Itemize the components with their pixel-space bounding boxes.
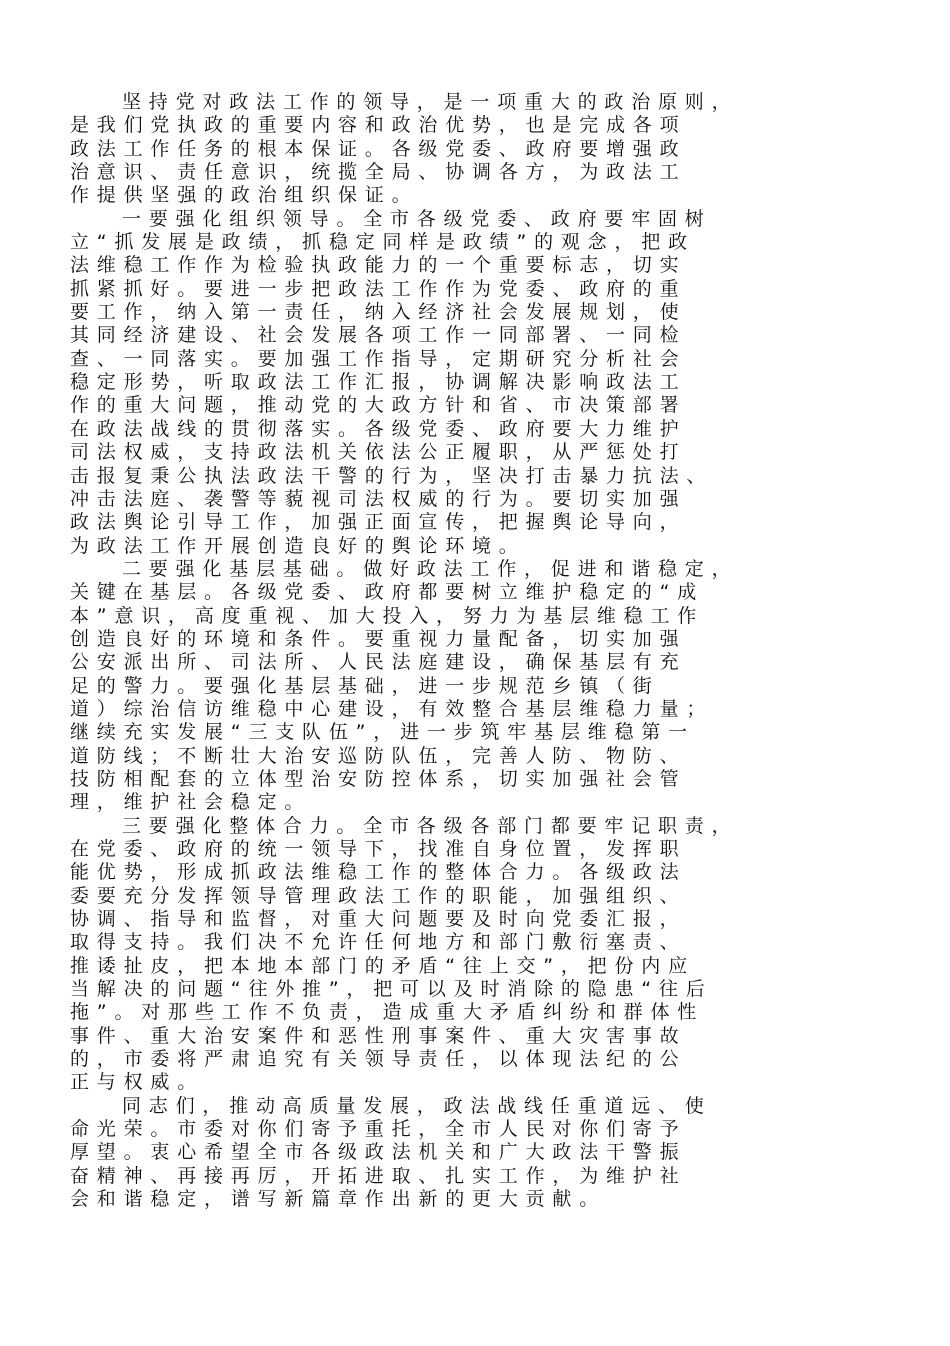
text-line: 取得支持。我们决不允许任何地方和部门敷衍塞责、 xyxy=(70,931,687,954)
text-line: 推诿扯皮，把本地本部门的矛盾“往上交”，把份内应 xyxy=(70,954,695,977)
text-line: 抓紧抓好。要进一步把政法工作作为党委、政府的重 xyxy=(70,277,687,300)
text-line: 厚望。衷心希望全市各级政法机关和广大政法干警振 xyxy=(70,1141,687,1164)
text-line: 奋精神、再接再厉，开拓进取、扎实工作，为维护社 xyxy=(70,1164,687,1187)
text-line: 稳定形势，听取政法工作汇报，协调解决影响政法工 xyxy=(70,371,687,394)
text-line: 作提供坚强的政治组织保证。 xyxy=(70,184,419,207)
text-line: 关键在基层。各级党委、政府都要树立维护稳定的“成 xyxy=(70,581,705,604)
text-line: 要工作，纳入第一责任，纳入经济社会发展规划，使 xyxy=(70,301,687,324)
text-line: 的，市委将严肃追究有关领导责任，以体现法纪的公 xyxy=(70,1048,687,1071)
text-line: 是我们党执政的重要内容和政治优势，也是完成各项 xyxy=(70,114,687,137)
text-line: 理，维护社会稳定。 xyxy=(70,791,312,814)
text-line: 技防相配套的立体型治安防控体系，切实加强社会管 xyxy=(70,767,687,790)
text-line: 作的重大问题，推动党的大政方针和省、市决策部署 xyxy=(70,394,687,417)
text-line: 道）综治信访维稳中心建设，有效整合基层维稳力量； xyxy=(70,697,714,720)
text-line: 继续充实发展“三支队伍”，进一步筑牢基层维稳第一 xyxy=(70,721,695,744)
text-line: 委要充分发挥领导管理政法工作的职能，加强组织、 xyxy=(70,884,687,907)
text-line: 查、一同落实。要加强工作指导，定期研究分析社会 xyxy=(70,347,687,370)
text-line: 政法工作任务的根本保证。各级党委、政府要增强政 xyxy=(70,137,687,160)
text-line: 法维稳工作作为检验执政能力的一个重要标志，切实 xyxy=(70,254,687,277)
text-line: 事件、重大治安案件和恶性刑事案件、重大灾害事故 xyxy=(70,1024,687,1047)
paragraph-first-line: 同志们，推动高质量发展，政法战线任重道远、使 xyxy=(122,1094,712,1117)
text-line: 击报复秉公执法政法干警的行为，坚决打击暴力抗法、 xyxy=(70,464,714,487)
text-line: 协调、指导和监督，对重大问题要及时向党委汇报， xyxy=(70,908,687,931)
document-body xyxy=(70,91,890,1212)
text-line: 冲击法庭、袭警等藐视司法权威的行为。要切实加强 xyxy=(70,487,687,510)
text-line: 道防线；不断壮大治安巡防队伍，完善人防、物防、 xyxy=(70,744,687,767)
text-line: 立“抓发展是政绩，抓稳定同样是政绩”的观念，把政 xyxy=(70,231,695,254)
text-line: 其同经济建设、社会发展各项工作一同部署、一同检 xyxy=(70,324,687,347)
text-line: 拖”。对那些工作不负责，造成重大矛盾纠纷和群体性 xyxy=(70,1001,705,1024)
paragraph-first-line: 坚持党对政法工作的领导，是一项重大的政治原则， xyxy=(122,91,739,113)
text-line: 当解决的问题“往外推”，把可以及时消除的隐患“往后 xyxy=(70,978,713,1001)
text-line: 会和谐稳定，谱写新篇章作出新的更大贡献。 xyxy=(70,1188,607,1211)
text-line: 公安派出所、司法所、人民法庭建设，确保基层有充 xyxy=(70,651,687,674)
text-line: 在政法战线的贯彻落实。各级党委、政府要大力维护 xyxy=(70,417,687,440)
text-line: 在党委、政府的统一领导下，找准自身位置，发挥职 xyxy=(70,838,687,860)
text-line: 能优势，形成抓政法维稳工作的整体合力。各级政法 xyxy=(70,861,687,884)
paragraph-first-line: 三要强化整体合力。全市各级各部门都要牢记职责， xyxy=(122,814,739,837)
text-line: 足的警力。要强化基层基础，进一步规范乡镇（街 xyxy=(70,674,660,697)
text-line: 司法权威，支持政法机关依法公正履职，从严惩处打 xyxy=(70,441,687,464)
text-line: 命光荣。市委对你们寄予重托，全市人民对你们寄予 xyxy=(70,1118,687,1141)
text-line: 正与权威。 xyxy=(70,1071,205,1094)
paragraph-first-line: 二要强化基层基础。做好政法工作，促进和谐稳定， xyxy=(122,557,739,580)
text-line: 创造良好的环境和条件。要重视力量配备，切实加强 xyxy=(70,627,687,650)
paragraph-first-line: 一要强化组织领导。全市各级党委、政府要牢固树 xyxy=(122,207,712,230)
text-line: 本”意识，高度重视、加大投入，努力为基层维稳工作 xyxy=(70,604,705,627)
text-line: 治意识、责任意识，统揽全局、协调各方，为政法工 xyxy=(70,161,687,184)
text-line: 政法舆论引导工作，加强正面宣传，把握舆论导向， xyxy=(70,511,687,534)
text-line: 为政法工作开展创造良好的舆论环境。 xyxy=(70,534,526,557)
